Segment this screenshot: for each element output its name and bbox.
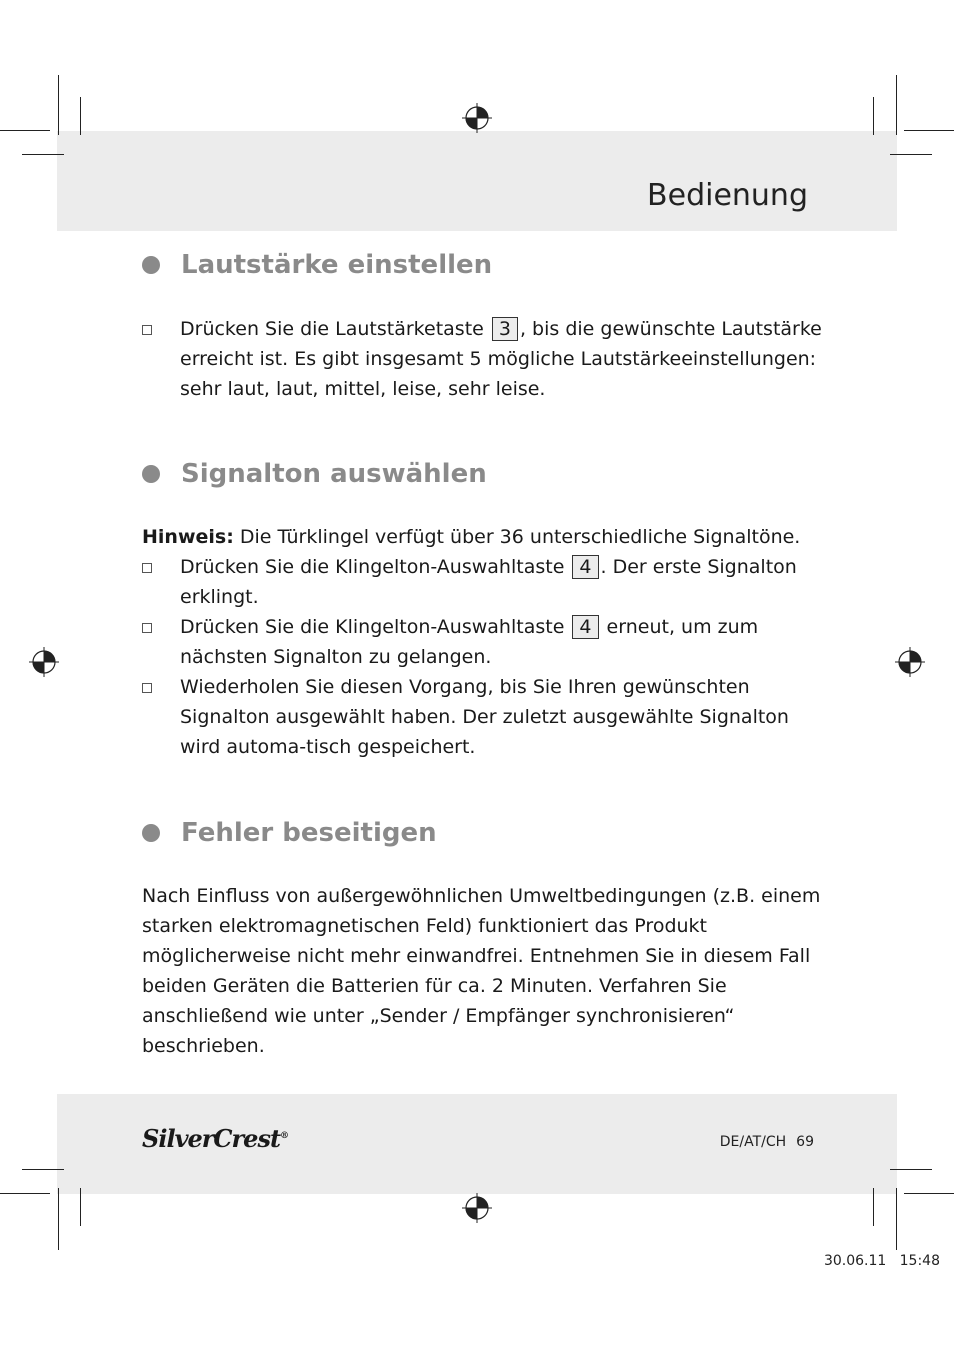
registration-mark-icon [462,1193,492,1223]
note-paragraph [142,522,822,552]
list-item: Drücken Sie die Klingelton-Auswahltaste 4 erneut, um zum nächsten Signalton zu gelangen. [142,612,822,672]
print-timestamp: 30.06.11 15:48 [823,1253,940,1269]
troubleshooting-paragraph: Nach Einfluss von außergewöhnlichen Umweltbedingungen (z.B. einem starken elektromagnetischen Feld) funktioniert das Produkt möglicherweise nicht mehr einwandfrei. Entnehmen Sie in diesem Fall beiden Geräten die Batterien für ca. 2 Minuten. Verfahren Sie anschließend wie unter „Sender / Empfänger synchronisieren“ beschrieben. [142,885,821,1057]
section-heading-volume [142,250,492,280]
page-number: 69 [796,1134,814,1150]
bullet-dot-icon [142,256,160,274]
region-code: DE/AT/CH [719,1134,787,1150]
ringtone-steps-list [142,552,822,762]
checkbox-square-icon [142,683,152,693]
section-heading-ringtone [142,459,487,489]
section-title: Fehler beseitigen [181,818,437,848]
registration-mark-icon [462,103,492,133]
note-label: Hinweis: [142,526,234,548]
brand-logo: SilverCrest® [142,1124,289,1153]
list-item: Wiederholen Sie diesen Vorgang, bis Sie Ihren gewünschten Signalton ausgewählt haben. Der zuletzt ausgewählte Signalton wird automa-tisch gespeichert. [142,672,822,762]
checkbox-square-icon [142,563,152,573]
section-title: Signalton auswählen [181,459,487,489]
list-item: Drücken Sie die Klingelton-Auswahltaste 4 . Der erste Signalton erklingt. [142,552,822,612]
checkbox-square-icon [142,325,152,335]
bullet-dot-icon [142,465,160,483]
list-item: Drücken Sie die Lautstärketaste 3 , bis die gewünschte Lautstärke erreicht ist. Es gibt insgesamt 5 mögliche Lautstärkeeinstellungen: sehr laut, laut, mittel, leise, sehr leise. [142,314,822,404]
key-label: 4 [572,555,598,579]
registration-mark-icon [29,647,59,677]
note-text: Die Türklingel verfügt über 36 unterschiedliche Signaltöne. [233,526,801,548]
key-label: 3 [492,317,518,341]
volume-steps-list [142,314,822,404]
chapter-title: Bedienung [647,178,808,213]
page-footer-meta [720,1134,814,1150]
checkbox-square-icon [142,623,152,633]
section-title: Lautstärke einstellen [181,250,493,280]
section-heading-troubleshooting [142,818,437,848]
registration-mark-icon [895,647,925,677]
bullet-dot-icon [142,824,160,842]
key-label: 4 [572,615,598,639]
